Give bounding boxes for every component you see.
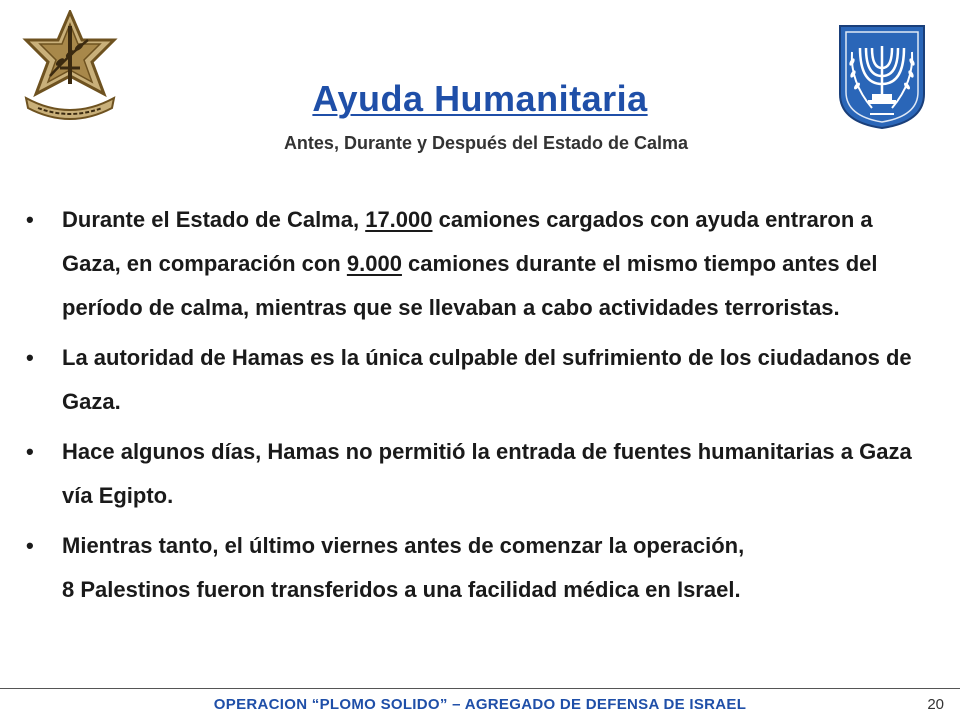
page-number: 20 <box>927 696 944 713</box>
bullet-icon: • <box>26 439 34 464</box>
list-item: • La autoridad de Hamas es la única culpable del sufrimiento de los ciudadanos de Gaza. <box>26 336 936 424</box>
bullet-icon: • <box>26 207 34 232</box>
list-item: • Durante el Estado de Calma, 17.000 camiones cargados con ayuda entraron a Gaza, en comparación con 9.000 camiones durante el mismo tiempo antes del período de calma, mientras que se llevaban a cabo actividades terroristas. <box>26 198 936 330</box>
trucks-before-calm-value: 9.000 <box>346 251 402 276</box>
bullet-icon: • <box>26 533 34 558</box>
slide-title: Ayuda Humanitaria <box>312 78 648 119</box>
footer-divider <box>0 688 960 689</box>
bullet-list <box>26 198 936 618</box>
slide-subtitle: Antes, Durante y Después del Estado de Calma <box>283 133 689 153</box>
footer-text: OPERACION “PLOMO SOLIDO” – AGREGADO DE DEFENSA DE ISRAEL <box>213 696 747 713</box>
bullet-icon: • <box>26 345 34 370</box>
trucks-during-calm-value: 17.000 <box>365 207 433 232</box>
list-item: • Hace algunos días, Hamas no permitió la entrada de fuentes humanitarias a Gaza vía Egipto. <box>26 430 936 518</box>
list-item: • Mientras tanto, el último viernes antes de comenzar la operación, 8 Palestinos fueron transferidos a una facilidad médica en Israel. <box>26 524 936 612</box>
